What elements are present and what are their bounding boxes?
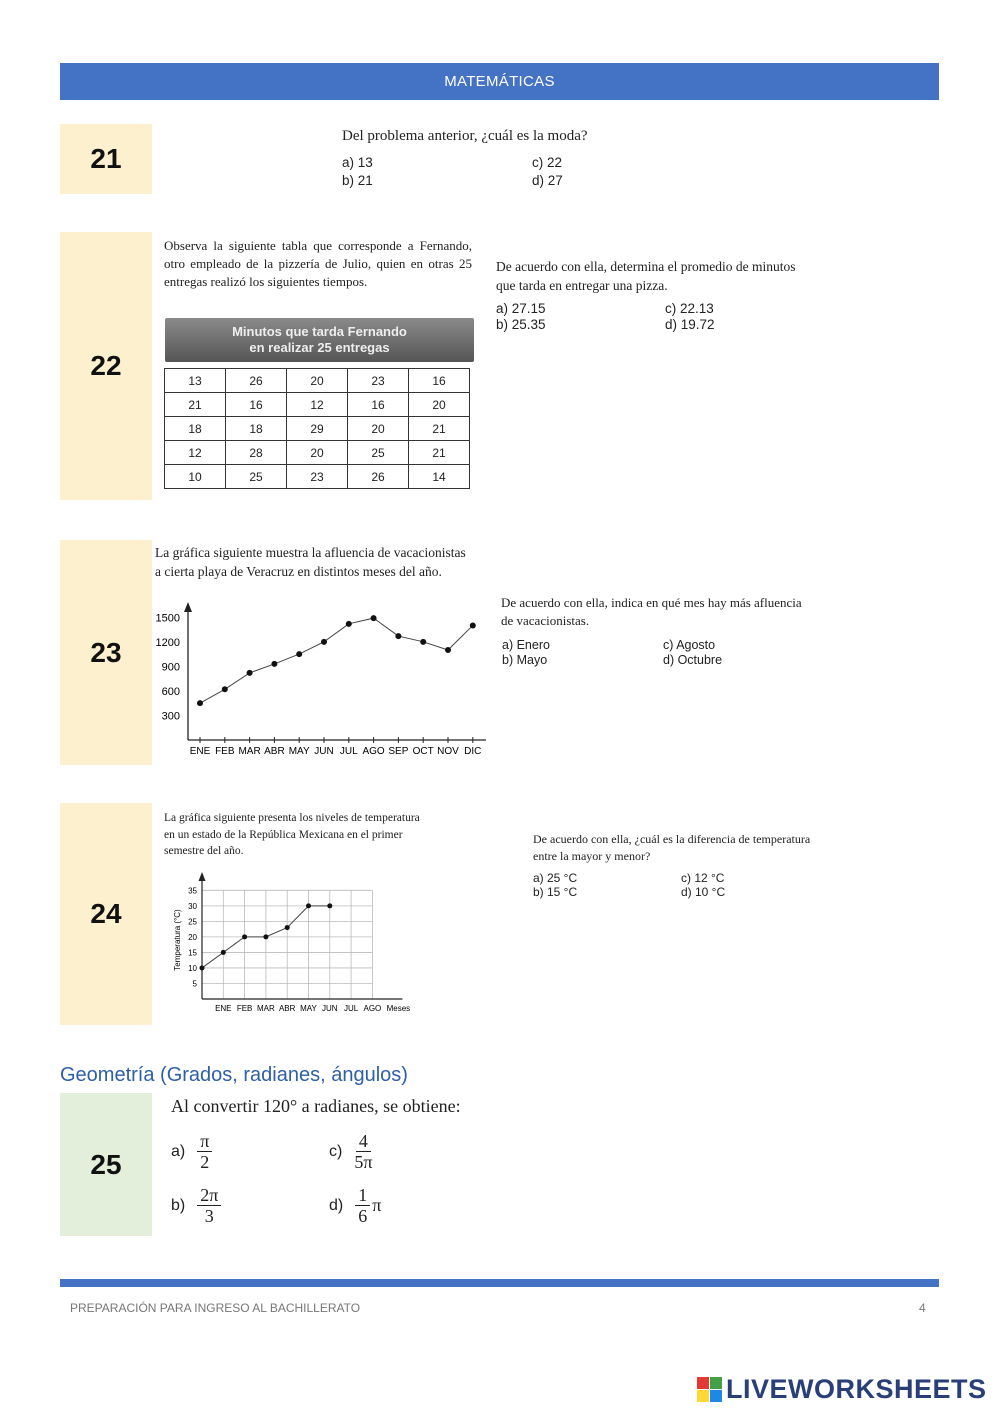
x-tick-label: FEB xyxy=(215,746,235,757)
q22-question: De acuerdo con ella, determina el promedio de minutos que tarda en entregar una pizza. xyxy=(496,259,796,293)
question-number-label: 23 xyxy=(90,636,122,668)
data-point xyxy=(197,700,203,706)
q21-question: Del problema anterior, ¿cuál es la moda? xyxy=(342,128,588,144)
denominator: 2 xyxy=(200,1152,210,1172)
page-number: 4 xyxy=(919,1301,926,1315)
numerator: π xyxy=(197,1131,212,1152)
data-point xyxy=(327,903,332,908)
y-tick-label: 25 xyxy=(188,917,197,927)
q22-option-c[interactable]: c) 22.13 xyxy=(665,301,714,316)
x-tick-label: MAR xyxy=(257,1004,275,1013)
table-row xyxy=(165,441,470,465)
q23-option-a[interactable]: a) Enero xyxy=(502,638,550,652)
table-cell: 23 xyxy=(287,465,348,489)
denominator: 3 xyxy=(204,1206,214,1226)
fraction xyxy=(355,1185,370,1226)
table-row xyxy=(165,393,470,417)
x-axis-label: Meses xyxy=(386,1004,411,1013)
data-point xyxy=(321,639,327,645)
x-tick-label: ABR xyxy=(264,746,285,757)
q21-option-a[interactable]: a) 13 xyxy=(342,155,373,170)
table-cell: 23 xyxy=(348,369,409,393)
data-point xyxy=(395,633,401,639)
y-tick-label: 30 xyxy=(188,901,197,911)
q21-option-d[interactable]: d) 27 xyxy=(532,173,563,188)
data-point xyxy=(200,965,205,970)
table-cell: 26 xyxy=(226,369,287,393)
question-number-21 xyxy=(60,124,152,194)
y-tick-label: 35 xyxy=(188,886,197,896)
fraction xyxy=(197,1185,221,1226)
table-cell: 13 xyxy=(165,369,226,393)
data-point xyxy=(445,647,451,653)
x-tick-label: JUL xyxy=(343,1004,359,1013)
table-cell: 20 xyxy=(287,369,348,393)
data-point xyxy=(296,651,302,657)
pi-suffix: π xyxy=(372,1195,382,1215)
numerator: 4 xyxy=(356,1131,371,1152)
table-cell: 20 xyxy=(348,417,409,441)
question-number-label: 22 xyxy=(90,350,122,381)
option-label: a) xyxy=(171,1142,186,1160)
q25-question: Al convertir 120° a radianes, se obtiene: xyxy=(171,1096,461,1116)
table-cell: 28 xyxy=(226,441,287,465)
x-tick-label: JUL xyxy=(339,746,358,757)
data-point xyxy=(222,686,228,692)
y-axis-arrow xyxy=(199,872,206,881)
option-label: c) xyxy=(329,1142,343,1160)
data-point xyxy=(242,934,247,939)
x-tick-label: MAR xyxy=(238,746,261,757)
option-label: b) xyxy=(171,1196,186,1214)
table-cell: 26 xyxy=(348,465,409,489)
x-tick-label: JUN xyxy=(322,1004,338,1013)
table-cell: 21 xyxy=(165,393,226,417)
liveworksheets-logo[interactable] xyxy=(697,1374,987,1405)
table-cell: 21 xyxy=(409,441,470,465)
numerator: 2π xyxy=(197,1185,221,1206)
data-point xyxy=(470,622,476,628)
q25-option-b[interactable] xyxy=(171,1185,221,1226)
question-number-label: 24 xyxy=(90,898,122,929)
x-tick-label: DIC xyxy=(464,746,482,757)
table-cell: 18 xyxy=(165,417,226,441)
data-point xyxy=(221,950,226,955)
q22-option-a[interactable]: a) 27.15 xyxy=(496,301,546,316)
q22-option-d[interactable]: d) 19.72 xyxy=(665,317,715,332)
q23-option-d[interactable]: d) Octubre xyxy=(663,653,723,667)
x-tick-label: ABR xyxy=(278,1004,296,1013)
table-row xyxy=(165,369,470,393)
table-cell: 16 xyxy=(226,393,287,417)
option-label: d) xyxy=(329,1196,344,1214)
series-line xyxy=(200,618,473,703)
q22-table-title xyxy=(165,318,474,362)
q25-option-a[interactable] xyxy=(171,1131,212,1172)
question-number-label: 21 xyxy=(90,143,122,174)
q22-intro: Observa la siguiente tabla que corresponde a Fernando, otro empleado de la pizzería de Julio, quien en otras 25 entregas realizó los siguientes tiempos. xyxy=(164,238,472,289)
data-point xyxy=(271,661,277,667)
table-cell: 18 xyxy=(226,417,287,441)
x-tick-label: FEB xyxy=(236,1004,253,1013)
footer-bar xyxy=(60,1279,939,1287)
q23-option-c[interactable]: c) Agosto xyxy=(663,638,716,652)
q22-table-title-line1: Minutos que tarda Fernando xyxy=(232,324,407,339)
y-tick-label: 20 xyxy=(188,932,197,942)
table-cell: 21 xyxy=(409,417,470,441)
question-number-22 xyxy=(60,232,152,500)
x-tick-label: MAY xyxy=(288,746,310,757)
table-cell: 20 xyxy=(409,393,470,417)
q25-option-d[interactable] xyxy=(329,1185,381,1226)
y-tick-label: 1500 xyxy=(155,612,180,625)
page-header-title: MATEMÁTICAS xyxy=(444,73,555,90)
q24-option-b[interactable]: b) 15 °C xyxy=(533,885,578,899)
y-tick-label: 5 xyxy=(192,979,197,989)
table-cell: 29 xyxy=(287,417,348,441)
q22-table-title-line2: en realizar 25 entregas xyxy=(249,340,390,355)
data-point xyxy=(346,621,352,627)
logo-squares-icon xyxy=(697,1377,722,1402)
q24-option-c[interactable]: c) 12 °C xyxy=(681,871,725,885)
q22-times-table xyxy=(164,368,470,489)
question-number-23 xyxy=(60,540,152,765)
q21-option-b[interactable]: b) 21 xyxy=(342,173,373,188)
q24-question: De acuerdo con ella, ¿cuál es la diferencia de temperatura entre la mayor y menor? xyxy=(533,832,811,863)
q24-intro: La gráfica siguiente presenta los niveles de temperatura en un estado de la República Mexicana en el primer semestre del año. xyxy=(164,812,420,857)
denominator: 5π xyxy=(354,1152,373,1172)
data-point xyxy=(420,639,426,645)
question-number-label: 25 xyxy=(90,1148,122,1180)
y-tick-label: 10 xyxy=(188,963,197,973)
table-cell: 12 xyxy=(165,441,226,465)
y-tick-label: 600 xyxy=(161,685,180,698)
footer-text: PREPARACIÓN PARA INGRESO AL BACHILLERATO xyxy=(70,1301,361,1315)
y-axis-arrow xyxy=(184,602,192,612)
x-tick-label: MAY xyxy=(300,1004,317,1013)
table-row xyxy=(165,465,470,489)
q25-option-c[interactable] xyxy=(329,1131,372,1172)
denominator: 6 xyxy=(358,1206,368,1226)
x-tick-label: ENE xyxy=(215,1004,232,1013)
section-title: Geometría (Grados, radianes, ángulos) xyxy=(60,1064,408,1086)
data-point xyxy=(263,934,268,939)
page-header xyxy=(60,63,939,100)
y-tick-label: 900 xyxy=(161,661,180,674)
q24-option-a[interactable]: a) 25 °C xyxy=(533,871,578,885)
data-point xyxy=(285,925,290,930)
y-tick-label: 300 xyxy=(161,710,180,723)
data-point xyxy=(371,615,377,621)
x-tick-label: SEP xyxy=(388,746,409,757)
table-cell: 16 xyxy=(348,393,409,417)
x-tick-label: AGO xyxy=(362,746,385,757)
fraction xyxy=(354,1131,372,1172)
table-cell: 16 xyxy=(409,369,470,393)
table-cell: 12 xyxy=(287,393,348,417)
data-point xyxy=(306,903,311,908)
x-tick-label: NOV xyxy=(437,746,459,757)
y-axis-label: Temperatura (°C) xyxy=(173,909,182,971)
x-tick-label: AGO xyxy=(363,1004,382,1013)
question-number-24 xyxy=(60,803,152,1025)
logo-text: LIVEWORKSHEETS xyxy=(726,1374,987,1404)
x-tick-label: OCT xyxy=(412,746,434,757)
table-cell: 10 xyxy=(165,465,226,489)
table-cell: 14 xyxy=(409,465,470,489)
q23-intro: La gráfica siguiente muestra la afluencia de vacacionistas a cierta playa de Veracruz en distintos meses del año. xyxy=(155,545,466,579)
numerator: 1 xyxy=(355,1185,370,1206)
q22-option-b[interactable]: b) 25.35 xyxy=(496,317,546,332)
table-cell: 20 xyxy=(287,441,348,465)
q23-question: De acuerdo con ella, indica en qué mes hay más afluencia de vacacionistas. xyxy=(501,595,802,628)
question-number-25 xyxy=(60,1093,152,1236)
data-point xyxy=(247,670,253,676)
table-cell: 25 xyxy=(348,441,409,465)
fraction xyxy=(197,1131,212,1172)
q23-option-b[interactable]: b) Mayo xyxy=(502,653,548,667)
x-tick-label: JUN xyxy=(314,746,334,757)
table-cell: 25 xyxy=(226,465,287,489)
y-tick-label: 1200 xyxy=(155,636,180,649)
q21-option-c[interactable]: c) 22 xyxy=(532,155,563,170)
table-row xyxy=(165,417,470,441)
q24-option-d[interactable]: d) 10 °C xyxy=(681,885,726,899)
x-tick-label: ENE xyxy=(189,746,211,757)
temperature-line-chart xyxy=(170,872,430,1022)
vacationers-line-chart xyxy=(150,600,490,765)
y-tick-label: 15 xyxy=(188,948,197,958)
